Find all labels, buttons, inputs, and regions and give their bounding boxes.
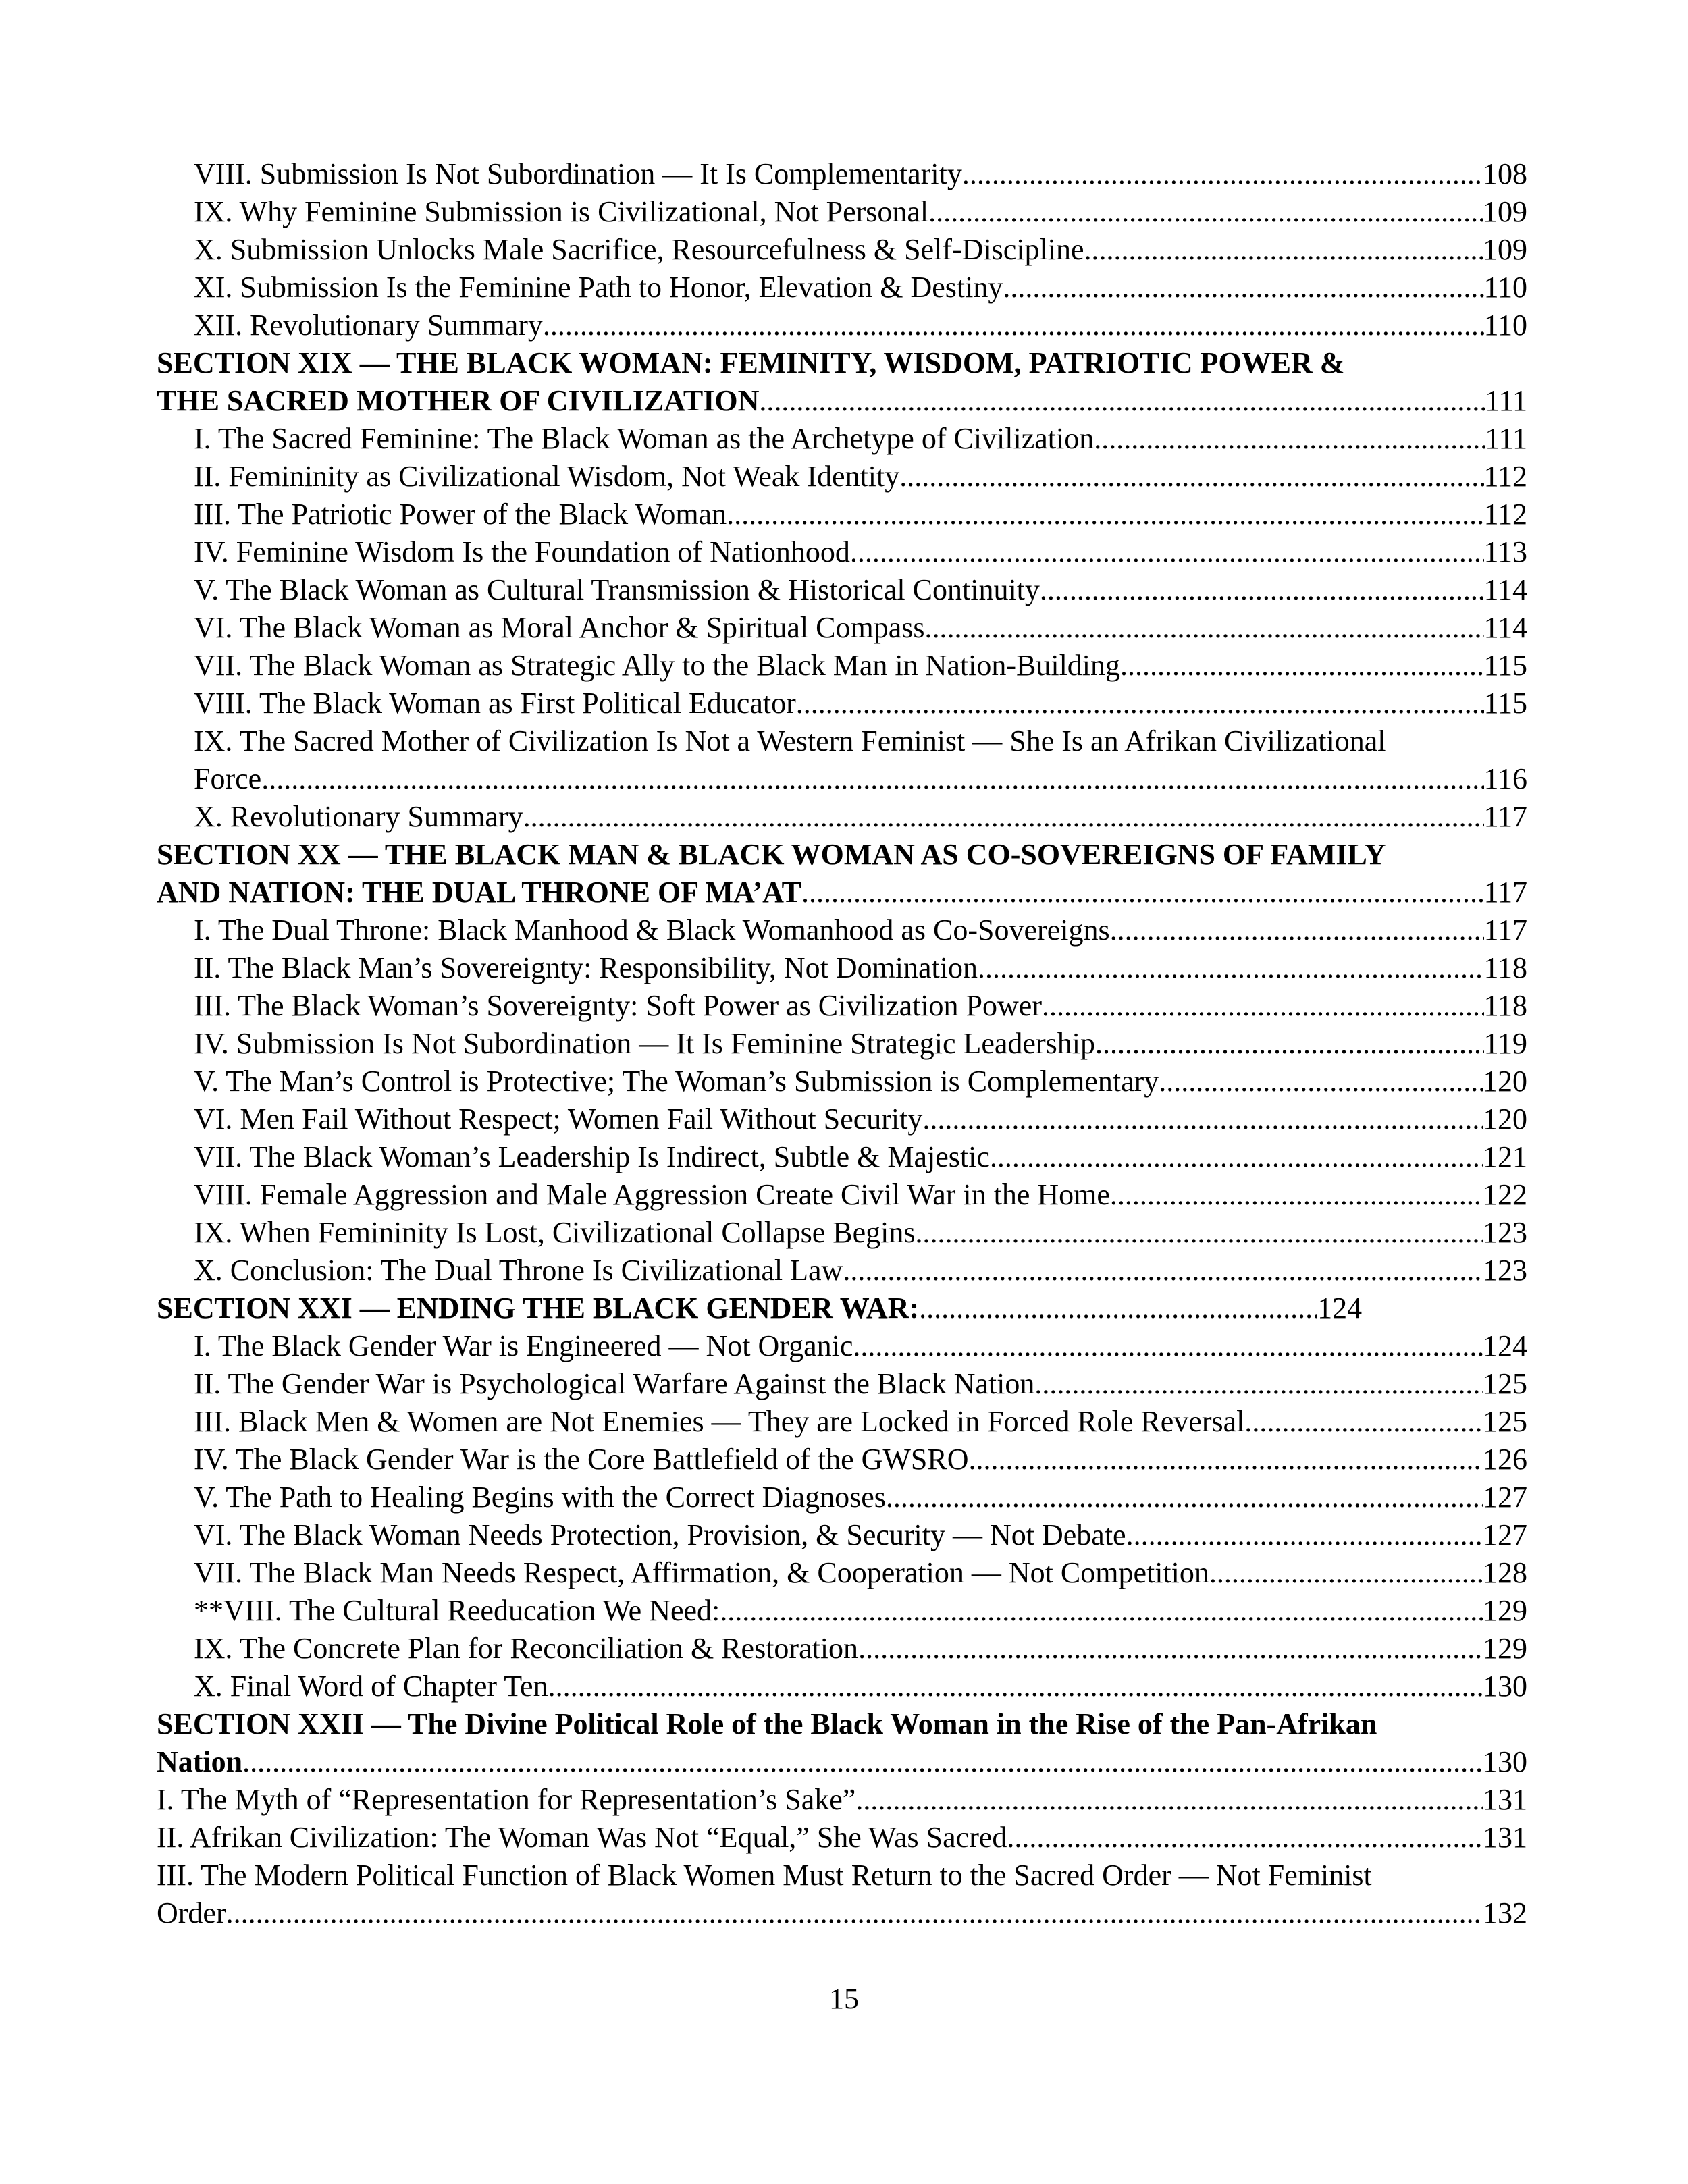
toc-entry-title: III. Black Men & Women are Not Enemies — They are Locked in Forced Role Reversal (194, 1405, 1245, 1438)
toc-entry[interactable] (157, 647, 1527, 685)
dot-leader (523, 798, 1484, 836)
dot-leader (1244, 1403, 1483, 1441)
toc-page-number: 109 (1483, 233, 1527, 266)
toc-page-number: 117 (1483, 913, 1527, 947)
toc-page-number: 110 (1483, 309, 1527, 342)
dot-leader (1003, 269, 1483, 307)
toc-page-number: 117 (1483, 876, 1527, 909)
table-of-contents (157, 155, 1527, 1932)
toc-entry[interactable] (157, 1819, 1527, 1857)
toc-entry-line (194, 231, 1527, 269)
toc-page-number: 123 (1483, 1216, 1527, 1249)
toc-entry[interactable] (157, 1630, 1527, 1668)
toc-entry-title: I. The Sacred Feminine: The Black Woman as the Archetype of Civilization (194, 422, 1094, 455)
toc-entry[interactable] (157, 155, 1527, 193)
toc-page-number: 114 (1483, 611, 1527, 644)
toc-section-entry[interactable] (157, 344, 1527, 420)
toc-entry-title: Order (157, 1896, 226, 1929)
dot-leader (261, 760, 1483, 798)
toc-page-number: 118 (1483, 989, 1527, 1022)
toc-page-number: 124 (1317, 1291, 1363, 1325)
toc-entry-title: I. The Myth of “Representation for Representation’s Sake” (157, 1783, 856, 1816)
toc-entry-line (194, 420, 1527, 458)
toc-entry-line (157, 1781, 1527, 1819)
toc-entry-title: XII. Revolutionary Summary (194, 309, 543, 342)
toc-entry-title-line: SECTION XXII — The Divine Political Role of the Black Woman in the Rise of the Pan-Afrikan (157, 1707, 1377, 1740)
toc-page-number: 117 (1483, 800, 1527, 833)
toc-page-number: 115 (1483, 687, 1527, 720)
toc-entry[interactable] (157, 1857, 1527, 1932)
toc-page-number: 112 (1483, 498, 1527, 531)
toc-entry-title: SECTION XXI — ENDING THE BLACK GENDER WAR: (157, 1291, 920, 1325)
dot-leader (1084, 231, 1483, 269)
toc-entry-line (157, 1743, 1527, 1781)
toc-entry-title: II. The Gender War is Psychological Warfare Against the Black Nation (194, 1367, 1035, 1400)
toc-entry-line (194, 1592, 1527, 1630)
toc-entry-title: II. The Black Man’s Sovereignty: Responsibility, Not Domination (194, 951, 978, 984)
toc-entry-title: II. Femininity as Civilizational Wisdom, Not Weak Identity (194, 460, 900, 493)
toc-entry-title: IV. The Black Gender War is the Core Battlefield of the GWSRO (194, 1443, 969, 1476)
toc-entry-title: IX. When Femininity Is Lost, Civilizational Collapse Begins (194, 1216, 916, 1249)
toc-page-number: 121 (1483, 1140, 1527, 1173)
toc-entry[interactable] (157, 911, 1527, 949)
toc-entry[interactable] (157, 420, 1527, 458)
toc-entry[interactable] (157, 1441, 1527, 1479)
dot-leader (855, 1781, 1483, 1819)
toc-page-number: 128 (1483, 1556, 1527, 1589)
dot-leader (922, 1100, 1483, 1138)
dot-leader (843, 1252, 1483, 1289)
toc-entry-line (194, 1100, 1527, 1138)
toc-entry-title-line: IX. The Sacred Mother of Civilization Is Not a Western Feminist — She Is an Afrikan Civilizational (194, 724, 1386, 757)
toc-page-number: 109 (1483, 195, 1527, 228)
toc-entry-title: X. Final Word of Chapter Ten (194, 1670, 548, 1703)
dot-leader (548, 1668, 1483, 1705)
dot-leader (1110, 911, 1484, 949)
dot-leader (886, 1479, 1483, 1516)
toc-entry[interactable] (157, 1138, 1527, 1176)
toc-entry-line (194, 1025, 1527, 1063)
toc-section-entry[interactable] (157, 1705, 1527, 1781)
toc-entry-line (157, 874, 1527, 911)
toc-entry[interactable] (157, 231, 1527, 269)
toc-entry-title: **VIII. The Cultural Reeducation We Need: (194, 1594, 720, 1627)
toc-page-number: 120 (1483, 1065, 1527, 1098)
toc-page-number: 119 (1483, 1027, 1527, 1060)
toc-entry[interactable] (157, 193, 1527, 231)
dot-leader (928, 193, 1483, 231)
dot-leader (858, 1630, 1483, 1668)
toc-page-number: 114 (1483, 573, 1527, 606)
toc-entry[interactable] (157, 571, 1527, 609)
toc-page-number: 131 (1483, 1783, 1527, 1816)
toc-entry-title: VII. The Black Woman’s Leadership Is Indirect, Subtle & Majestic (194, 1140, 990, 1173)
dot-leader (801, 874, 1484, 911)
toc-entry[interactable] (157, 1176, 1527, 1214)
toc-entry-title: V. The Man’s Control is Protective; The Woman’s Submission is Complementary (194, 1065, 1159, 1098)
toc-entry-title-line: SECTION XX — THE BLACK MAN & BLACK WOMAN AS CO-SOVEREIGNS OF FAMILY (157, 838, 1386, 871)
toc-entry-line (194, 609, 1527, 647)
toc-entry-title-line: SECTION XIX — THE BLACK WOMAN: FEMINITY, WISDOM, PATRIOTIC POWER & (157, 346, 1345, 379)
toc-section-entry[interactable] (157, 836, 1527, 911)
dot-leader (1110, 1176, 1483, 1214)
toc-entry-line (157, 1819, 1527, 1857)
dot-leader (720, 1592, 1483, 1630)
toc-page-number: 118 (1483, 951, 1527, 984)
dot-leader (242, 1743, 1483, 1781)
toc-entry-line (194, 1630, 1527, 1668)
toc-entry-line (194, 1554, 1527, 1592)
dot-leader (1159, 1063, 1483, 1100)
toc-entry-line (194, 269, 1527, 307)
toc-entry[interactable] (157, 458, 1527, 496)
toc-entry[interactable] (157, 1025, 1527, 1063)
toc-entry[interactable] (157, 685, 1527, 722)
dot-leader (969, 1441, 1483, 1479)
toc-entry-line (194, 1668, 1527, 1705)
toc-entry-title: VI. Men Fail Without Respect; Women Fail Without Security (194, 1102, 923, 1136)
toc-entry-title: III. The Black Woman’s Sovereignty: Soft Power as Civilization Power (194, 989, 1042, 1022)
toc-page-number: 130 (1483, 1745, 1527, 1778)
toc-entry-line (194, 1441, 1527, 1479)
toc-page-number: 129 (1483, 1594, 1527, 1627)
toc-entry-title: VIII. Submission Is Not Subordination — It Is Complementarity (194, 157, 962, 190)
toc-entry[interactable] (157, 1592, 1527, 1630)
toc-entry[interactable] (157, 307, 1527, 344)
toc-entry-title: III. The Patriotic Power of the Black Woman (194, 498, 727, 531)
toc-entry-title-line: III. The Modern Political Function of Black Women Must Return to the Sacred Order — Not Feminist (157, 1859, 1372, 1892)
toc-entry-title: X. Conclusion: The Dual Throne Is Civilizational Law (194, 1254, 843, 1287)
toc-entry[interactable] (157, 1668, 1527, 1705)
toc-entry[interactable] (157, 1063, 1527, 1100)
toc-entry-line (194, 533, 1527, 571)
toc-entry-title: XI. Submission Is the Feminine Path to Honor, Elevation & Destiny (194, 271, 1003, 304)
toc-entry-title: THE SACRED MOTHER OF CIVILIZATION (157, 384, 760, 417)
toc-entry-title: IV. Feminine Wisdom Is the Foundation of Nationhood (194, 535, 850, 568)
dot-leader (1126, 1516, 1483, 1554)
toc-entry-line (157, 1894, 1527, 1932)
toc-page-number: 111 (1485, 384, 1527, 417)
toc-entry-title: AND NATION: THE DUAL THRONE OF MA’AT (157, 876, 802, 909)
dot-leader (727, 496, 1484, 533)
toc-entry-line (194, 911, 1527, 949)
toc-page-number: 126 (1483, 1443, 1527, 1476)
dot-leader (759, 382, 1485, 420)
toc-page-number: 111 (1485, 422, 1527, 455)
toc-entry-line (194, 155, 1527, 193)
toc-entry[interactable] (157, 1365, 1527, 1403)
toc-entry-line (194, 1327, 1527, 1365)
dot-leader (924, 609, 1483, 647)
dot-leader (853, 1327, 1483, 1365)
toc-entry-title: X. Revolutionary Summary (194, 800, 523, 833)
toc-page-number: 125 (1483, 1367, 1527, 1400)
toc-entry-title: V. The Path to Healing Begins with the Correct Diagnoses (194, 1481, 886, 1514)
toc-entry-title: IX. Why Feminine Submission is Civilizational, Not Personal (194, 195, 929, 228)
toc-page-number: 113 (1483, 535, 1527, 568)
toc-page-number: 124 (1483, 1329, 1527, 1362)
toc-entry[interactable] (157, 1781, 1527, 1819)
toc-entry-line (194, 458, 1527, 496)
toc-entry-line (194, 496, 1527, 533)
toc-entry[interactable] (157, 496, 1527, 533)
toc-entry-line (194, 1403, 1527, 1441)
toc-entry-line (194, 1176, 1527, 1214)
toc-entry-title: VIII. The Black Woman as First Political Educator (194, 687, 796, 720)
toc-entry[interactable] (157, 1327, 1527, 1365)
dot-leader (226, 1894, 1483, 1932)
toc-entry-line (157, 1289, 1527, 1327)
toc-entry-title: VII. The Black Woman as Strategic Ally to the Black Man in Nation-Building (194, 649, 1121, 682)
toc-page-number: 130 (1483, 1670, 1527, 1703)
toc-page-number: 127 (1483, 1481, 1527, 1514)
toc-entry-line (194, 798, 1527, 836)
toc-entry-title: I. The Dual Throne: Black Manhood & Black Womanhood as Co-Sovereigns (194, 913, 1110, 947)
dot-leader (916, 1214, 1483, 1252)
dot-leader (1209, 1554, 1483, 1592)
dot-leader (978, 949, 1484, 987)
toc-entry[interactable] (157, 722, 1527, 798)
toc-entry-line (157, 382, 1527, 420)
toc-entry-title: I. The Black Gender War is Engineered — Not Organic (194, 1329, 853, 1362)
dot-leader (1095, 1025, 1484, 1063)
toc-entry-line (194, 685, 1527, 722)
toc-entry[interactable] (157, 1479, 1527, 1516)
toc-page-number: 127 (1483, 1518, 1527, 1551)
toc-entry[interactable] (157, 1100, 1527, 1138)
toc-entry-line (194, 1138, 1527, 1176)
dot-leader (1042, 987, 1484, 1025)
toc-page-number: 110 (1483, 271, 1527, 304)
dot-leader (899, 458, 1483, 496)
toc-entry-title: Force (194, 762, 262, 795)
toc-page-number: 123 (1483, 1254, 1527, 1287)
toc-page-number: 129 (1483, 1632, 1527, 1665)
toc-entry-title: II. Afrikan Civilization: The Woman Was Not “Equal,” She Was Sacred (157, 1821, 1007, 1854)
toc-entry-line (194, 760, 1527, 798)
dot-leader (796, 685, 1484, 722)
toc-entry-line (194, 1516, 1527, 1554)
toc-page-number: 131 (1483, 1821, 1527, 1854)
toc-page-number: 122 (1483, 1178, 1527, 1211)
dot-leader (543, 307, 1484, 344)
toc-entry-title: VII. The Black Man Needs Respect, Affirmation, & Cooperation — Not Competition (194, 1556, 1209, 1589)
toc-entry-line (194, 647, 1527, 685)
toc-section-entry[interactable] (157, 1289, 1527, 1327)
toc-entry-title: Nation (157, 1745, 243, 1778)
toc-entry[interactable] (157, 269, 1527, 307)
toc-page-number: 112 (1483, 460, 1527, 493)
dot-leader (1120, 647, 1484, 685)
dot-leader (850, 533, 1484, 571)
toc-entry-title: IV. Submission Is Not Subordination — It Is Feminine Strategic Leadership (194, 1027, 1095, 1060)
toc-entry-line (194, 949, 1527, 987)
toc-page-number: 108 (1483, 157, 1527, 190)
toc-entry-line (194, 1479, 1527, 1516)
toc-entry-title: V. The Black Woman as Cultural Transmission & Historical Continuity (194, 573, 1040, 606)
toc-entry-line (194, 307, 1527, 344)
toc-page-number: 115 (1483, 649, 1527, 682)
toc-entry[interactable] (157, 798, 1527, 836)
toc-entry[interactable] (157, 533, 1527, 571)
toc-entry-line (194, 571, 1527, 609)
toc-entry-title: IX. The Concrete Plan for Reconciliation & Restoration (194, 1632, 859, 1665)
toc-entry[interactable] (157, 609, 1527, 647)
toc-entry[interactable] (157, 1516, 1527, 1554)
toc-entry-title: VI. The Black Woman as Moral Anchor & Spiritual Compass (194, 611, 925, 644)
toc-entry[interactable] (157, 987, 1527, 1025)
dot-leader (990, 1138, 1483, 1176)
toc-entry-title: X. Submission Unlocks Male Sacrifice, Resourcefulness & Self-Discipline (194, 233, 1084, 266)
toc-page-number: 125 (1483, 1405, 1527, 1438)
dot-leader (1034, 1365, 1483, 1403)
toc-entry[interactable] (157, 1214, 1527, 1252)
dot-leader (1094, 420, 1485, 458)
toc-entry[interactable] (157, 1403, 1527, 1441)
toc-entry[interactable] (157, 1252, 1527, 1289)
toc-entry-line (194, 987, 1527, 1025)
dot-leader (1040, 571, 1484, 609)
toc-entry-line (194, 1063, 1527, 1100)
dot-leader (962, 155, 1483, 193)
dot-leader (1007, 1819, 1483, 1857)
toc-entry-line (194, 1365, 1527, 1403)
page-number: 15 (829, 1982, 859, 2015)
toc-entry-title: VI. The Black Woman Needs Protection, Provision, & Security — Not Debate (194, 1518, 1126, 1551)
toc-page-number: 132 (1483, 1896, 1527, 1929)
toc-entry-line (194, 193, 1527, 231)
toc-entry-title: VIII. Female Aggression and Male Aggression Create Civil War in the Home (194, 1178, 1110, 1211)
toc-entry[interactable] (157, 1554, 1527, 1592)
toc-entry-line (194, 1214, 1527, 1252)
toc-page-number: 116 (1483, 762, 1527, 795)
toc-entry-line (194, 1252, 1527, 1289)
dot-leader (919, 1289, 1317, 1327)
toc-page-number: 120 (1483, 1102, 1527, 1136)
toc-entry[interactable] (157, 949, 1527, 987)
